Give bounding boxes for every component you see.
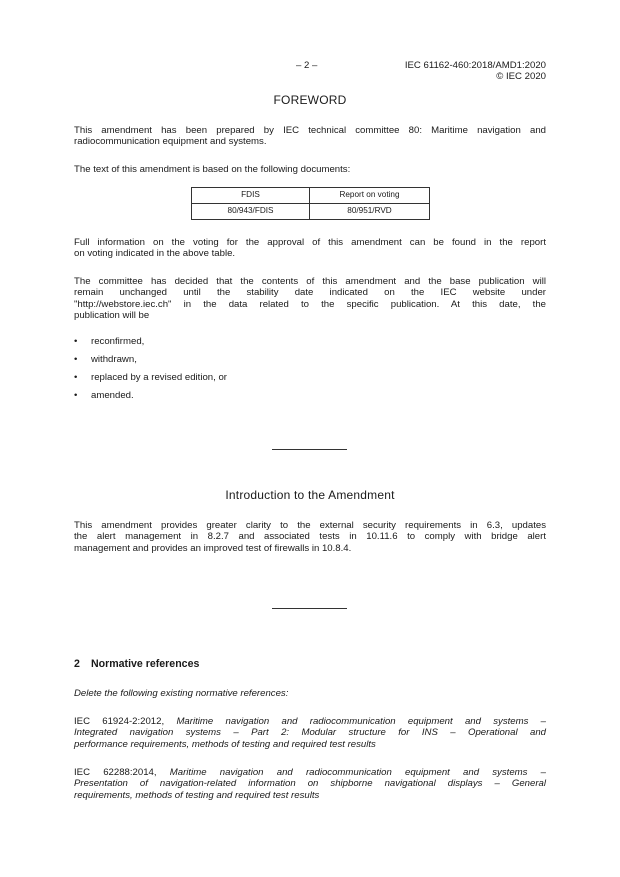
- table-cell: 80/951/RVD: [310, 204, 430, 220]
- bullet-icon: •: [74, 390, 78, 401]
- table-row: [192, 204, 430, 220]
- bullet-icon: •: [74, 372, 78, 383]
- section-title: Normative references: [91, 658, 200, 670]
- page-number: – 2 –: [296, 60, 318, 71]
- foreword-paragraph-4: [74, 276, 546, 322]
- introduction-title: Introduction to the Amendment: [225, 488, 395, 502]
- list-item: [74, 336, 227, 354]
- text-line: "http://webstore.iec.ch" in the data related to the specific publication. At this date, the: [74, 298, 546, 310]
- reference-id: IEC 62288:2014,: [74, 767, 157, 778]
- foreword-paragraph-3: [74, 237, 546, 260]
- text-line: [74, 727, 546, 738]
- list-item-text: withdrawn,: [91, 354, 137, 365]
- list-item-text: replaced by a revised edition, or: [91, 372, 227, 383]
- reference-title: Presentation of navigation-related information on shipborne navigational displays – General: [74, 778, 546, 790]
- list-item-text: amended.: [91, 390, 134, 401]
- copyright: © IEC 2020: [496, 71, 546, 83]
- text-line: [74, 716, 546, 727]
- text-line: remain unchanged until the stability date indicated on the IEC website under: [74, 287, 546, 299]
- document-header: [405, 60, 546, 83]
- reference-title: requirements, methods of testing and required test results: [74, 789, 320, 801]
- section-divider: [272, 449, 347, 450]
- table-header-cell: Report on voting: [310, 188, 430, 204]
- list-item: [74, 390, 227, 408]
- list-item: [74, 372, 227, 390]
- bullet-icon: •: [74, 354, 78, 365]
- reference-title: Maritime navigation and radiocommunication equipment and systems –: [169, 767, 546, 778]
- amendment-instruction: [74, 688, 546, 699]
- instruction-text: Delete the following existing normative references:: [74, 688, 289, 699]
- standard-id: IEC 61162-460:2018/AMD1:2020: [404, 60, 546, 71]
- reference-title: Integrated navigation systems – Part 2: Modular structure for INS – Operational and: [74, 727, 546, 739]
- foreword-paragraph-1: [74, 125, 546, 148]
- list-item: [74, 354, 227, 372]
- reference-title: Maritime navigation and radiocommunication equipment and systems –: [176, 716, 547, 727]
- text-line: This amendment has been prepared by IEC technical committee 80: Maritime navigation and: [74, 125, 546, 136]
- foreword-paragraph-2: The text of this amendment is based on the following documents:: [74, 164, 351, 175]
- section-divider: [272, 608, 347, 609]
- reference-title: performance requirements, methods of testing and required test results: [74, 738, 376, 750]
- text-line: radiocommunication equipment and systems.: [74, 136, 267, 148]
- text-line: Full information on the voting for the approval of this amendment can be found in the report: [74, 237, 546, 248]
- table-header-cell: FDIS: [192, 188, 310, 204]
- text-line: [74, 767, 546, 778]
- text-line: the alert management in 8.2.7 and associated tests in 10.11.6 to comply with bridge alert: [74, 531, 546, 543]
- reference-id: IEC 61924-2:2012,: [74, 716, 165, 727]
- text-line: [74, 739, 546, 750]
- normative-reference-1: [74, 716, 546, 750]
- section-number: 2: [74, 658, 80, 670]
- text-line: management and provides an improved test of firewalls in 10.8.4.: [74, 542, 352, 554]
- voting-documents-table: [191, 187, 430, 220]
- publication-options-list: [74, 336, 227, 408]
- text-line: publication will be: [74, 310, 150, 322]
- introduction-paragraph: [74, 520, 546, 554]
- foreword-title: FOREWORD: [273, 93, 347, 107]
- bullet-icon: •: [74, 336, 78, 347]
- text-line: The committee has decided that the contents of this amendment and the base publication will: [74, 276, 546, 287]
- normative-reference-2: [74, 767, 546, 801]
- text-line: [74, 790, 546, 801]
- text-line: on voting indicated in the above table.: [74, 248, 236, 260]
- text-line: This amendment provides greater clarity to the external security requirements in 6.3, updates: [74, 520, 546, 531]
- section-heading: [74, 659, 199, 670]
- list-item-text: reconfirmed,: [91, 336, 145, 347]
- table-cell: 80/943/FDIS: [192, 204, 310, 220]
- text-line: [74, 778, 546, 789]
- table-header-row: [192, 188, 430, 204]
